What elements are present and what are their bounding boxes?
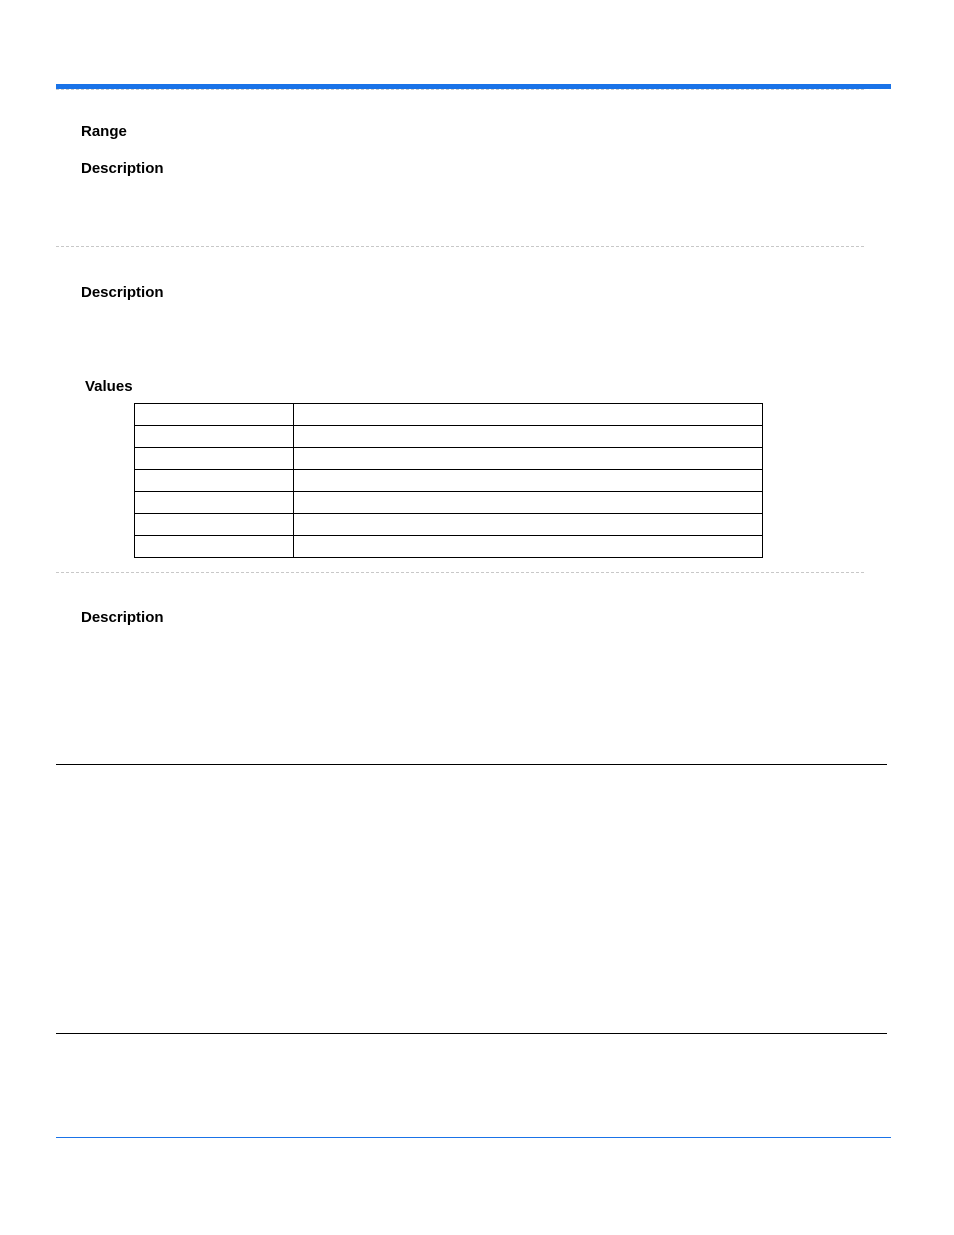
table-cell [294,514,763,536]
description-label-3: Description [81,609,164,626]
table-cell [294,426,763,448]
horizontal-rule-2 [56,1033,887,1034]
values-label: Values [85,378,133,395]
table-row [135,470,763,492]
table-cell [135,404,294,426]
table-cell [294,448,763,470]
table-cell [135,536,294,558]
footer-accent-line [56,1137,891,1138]
table-cell [294,492,763,514]
values-table [134,403,763,558]
description-label-2: Description [81,284,164,301]
table-cell [294,536,763,558]
table-cell [294,404,763,426]
table-row [135,448,763,470]
table-row [135,492,763,514]
table-row [135,426,763,448]
table-row [135,514,763,536]
table-cell [135,448,294,470]
table-row [135,404,763,426]
table-cell [135,514,294,536]
table-row [135,536,763,558]
section-divider-1 [56,246,864,247]
table-cell [135,470,294,492]
section-divider-2 [56,572,864,573]
table-cell [294,470,763,492]
range-label: Range [81,123,127,140]
table-cell [135,492,294,514]
description-label-1: Description [81,160,164,177]
header-dashed-rule [56,89,864,90]
horizontal-rule-1 [56,764,887,765]
table-cell [135,426,294,448]
